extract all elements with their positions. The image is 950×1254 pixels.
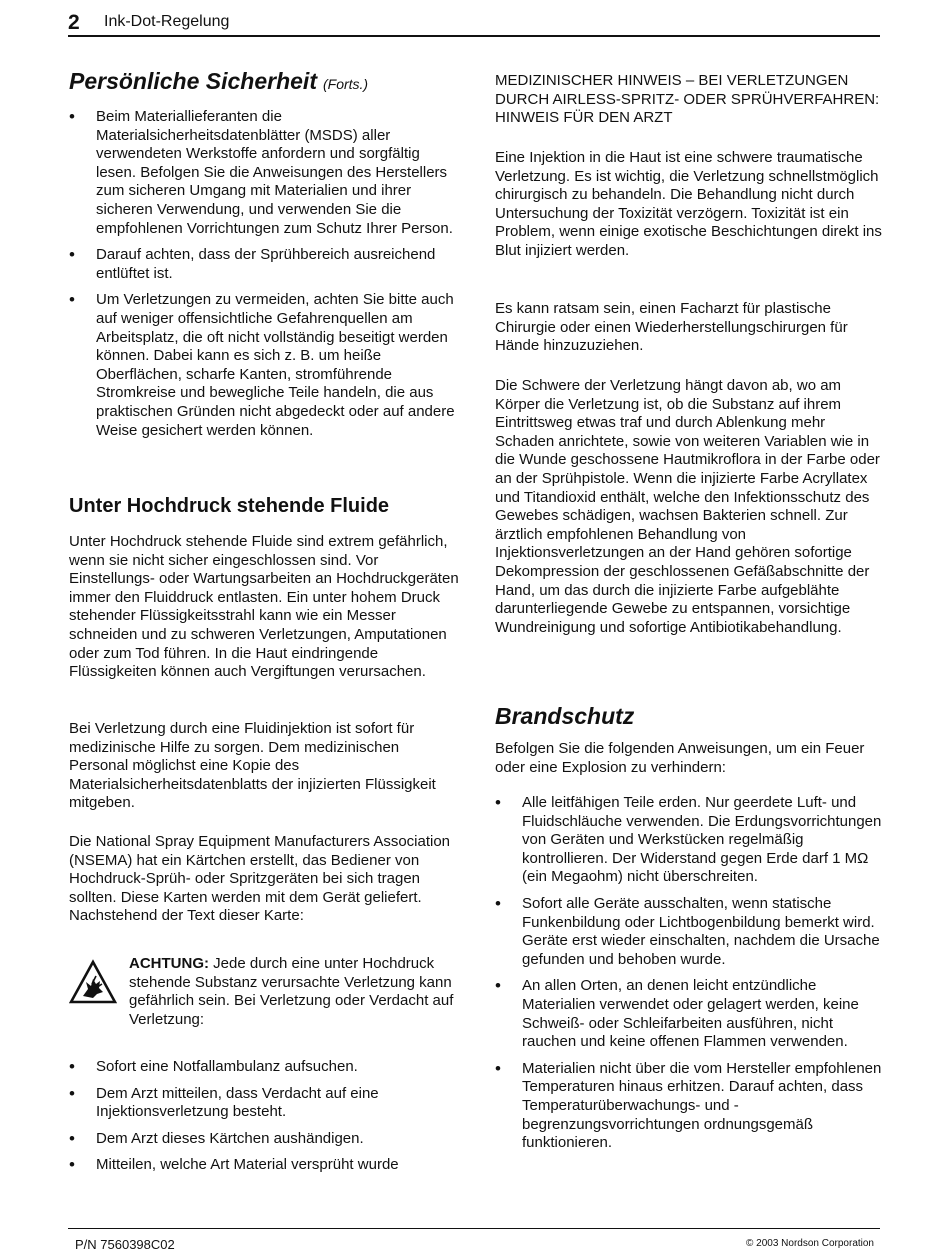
part-number: P/N 7560398C02 [75, 1237, 175, 1252]
list-item: • Sofort eine Notfallambulanz aufsuchen. [69, 1058, 461, 1077]
copyright: © 2003 Nordson Corporation [746, 1238, 874, 1249]
section-title-fire-safety: Brandschutz [495, 703, 635, 729]
running-header-title: Ink-Dot-Regelung [104, 13, 230, 30]
list-item: • Dem Arzt mitteilen, dass Verdacht auf eine Injektionsverletzung besteht. [69, 1085, 461, 1122]
page-number: 2 [68, 11, 80, 34]
list-item: • Mitteilen, welche Art Material versprüht wurde [69, 1156, 461, 1175]
list-item: • An allen Orten, an denen leicht entzündliche Materialien verwendet oder gelagert werden, keine Schweiß- oder Schleifarbeiten ausführen, nicht rauchen und keine offenen Flammen verwenden. [495, 977, 883, 1051]
warning-text: ACHTUNG: Jede durch eine unter Hochdruck stehende Substanz verursachte Verletzung kann gefährlich sein. Bei Verletzung oder Verdacht auf Verletzung: [129, 955, 454, 1028]
personal-safety-list [69, 108, 461, 448]
section-title-high-pressure-fluids: Unter Hochdruck stehende Fluide [69, 495, 390, 517]
list-item: • Dem Arzt dieses Kärtchen aushändigen. [69, 1130, 461, 1149]
list-item: • Beim Materiallieferanten die Materialsicherheitsdatenblätter (MSDS) aller verwendeten Werkstoffe anfordern und sorgfältig lesen. Befolgen Sie die Anweisungen des Herstellers zum sicheren Umgang mit Materialien und ihrer sicheren Verwendung, und verwenden Sie die empfohlenen Vorrichtungen zum Schutz Ihrer Person. [69, 108, 461, 238]
list-item: • Materialien nicht über die vom Hersteller empfohlenen Temperaturen hinaus erhitzen. Darauf achten, dass Temperaturüberwachungs- und -begrenzungsvorrichtungen ordnungsgemäß funktionieren. [495, 1060, 883, 1153]
list-item: • Alle leitfähigen Teile erden. Nur geerdete Luft- und Fluidschläuche verwenden. Die Erdungsvorrichtungen von Geräten und Werkstücken regelmäßig kontrollieren. Der Widerstand gegen Erde darf 1 MΩ (ein Megaohm) nicht überschreiten. [495, 794, 883, 887]
paragraph: Eine Injektion in die Haut ist eine schwere traumatische Verletzung. Es ist wichtig, die Verletzung schnellstmöglich chirurgisch zu behandeln. Die Behandlung nicht durch Untersuchung der Toxizität verzögern. Toxizität ist ein Problem, wenn einige exotische Beschichtungen direkt ins Blut injiziert werden. [495, 149, 882, 259]
paragraph: Unter Hochdruck stehende Fluide sind extrem gefährlich, wenn sie nicht sicher eingeschlossen sind. Vor Einstellungs- oder Wartungsarbeiten an Hochdruckgeräten immer den Fluiddruck entlasten. Ein unter hohem Druck stehender Flüssigkeitsstrahl kann wie ein Messer schneiden und zu schweren Verletzungen, Amputationen oder zum Tod führen. In die Haut eindringende Flüssigkeiten können auch Vergiftungen verursachen. [69, 533, 459, 681]
fire-safety-list [495, 794, 883, 1161]
paragraph: Befolgen Sie die folgenden Anweisungen, um ein Feuer oder eine Explosion zu verhindern: [495, 740, 865, 776]
paragraph: Es kann ratsam sein, einen Facharzt für plastische Chirurgie oder einen Wiederherstellungschirurgen für Hände hinzuzuziehen. [495, 300, 848, 355]
list-item: • Um Verletzungen zu vermeiden, achten Sie bitte auch auf weniger offensichtliche Gefahrenquellen am Arbeitsplatz, die oft nicht vollständig beseitigt werden können. Dabei kann es sich z. B. um heiße Oberflächen, scharfe Kanten, stromführende Stromkreise und bewegliche Teile handeln, die aus praktischen Gründen nicht abgedeckt oder auf andere Weise gesichert werden können. [69, 291, 461, 440]
paragraph: Die Schwere der Verletzung hängt davon ab, wo am Körper die Verletzung ist, ob die Substanz auf ihrem Eintrittsweg etwas traf und durch Ablenkung mehr Schaden anrichtete, sowie von weiteren Variablen wie in die Wunde geschossene Hautmikroflora in der Farbe oder an der Sprühpistole. Wenn die injizierte Farbe Acryllatex und Titandioxid enthält, welche den Infektionsschutz des Gewebes schädigen, wachsen Bakterien schnell. Zur ärztlich empfohlenen Behandlung von Injektionsverletzungen an der Hand gehören sofortige Dekompression der geschlossenen Gefäßabschnitte der Hand, um das durch die injizierte Farbe aufgeblähte darunterliegende Gewebe zu entspannen, vorsichtige Wundreinigung und sofortige Antibiotikabehandlung. [495, 377, 880, 636]
injection-hazard-warning-icon [69, 959, 117, 1005]
footer-rule [68, 1228, 880, 1229]
continued-note: (Forts.) [322, 76, 369, 92]
header-rule [68, 35, 880, 37]
warning-box [69, 955, 461, 1035]
list-item: • Darauf achten, dass der Sprühbereich ausreichend entlüftet ist. [69, 246, 461, 283]
section-title-personal-safety: Persönliche Sicherheit (Forts.) [69, 68, 369, 94]
card-instructions-list [69, 1058, 461, 1183]
paragraph: Die National Spray Equipment Manufacturers Association (NSEMA) hat ein Kärtchen erstellt, das Bediener von Hochdruck-Sprüh- oder Spritzgeräten bei sich tragen sollten. Diese Karten werden mit dem Gerät geliefert. Nachstehend der Text dieser Karte: [69, 833, 451, 925]
list-item: • Sofort alle Geräte ausschalten, wenn statische Funkenbildung oder Lichtbogenbildung bemerkt wird. Geräte erst wieder einschalten, nachdem die Ursache gefunden und behoben wurde. [495, 895, 883, 969]
paragraph: Bei Verletzung durch eine Fluidinjektion ist sofort für medizinische Hilfe zu sorgen. Dem medizinischen Personal möglichst eine Kopie des Materialsicherheitsdatenblatts der injizierten Flüssigkeit mitgeben. [69, 720, 436, 812]
warning-label: ACHTUNG: [129, 955, 209, 972]
medical-notice-heading: MEDIZINISCHER HINWEIS – BEI VERLETZUNGEN DURCH AIRLESS-SPRITZ- ODER SPRÜHVERFAHREN: HINWEIS FÜR DEN ARZT [495, 72, 880, 127]
